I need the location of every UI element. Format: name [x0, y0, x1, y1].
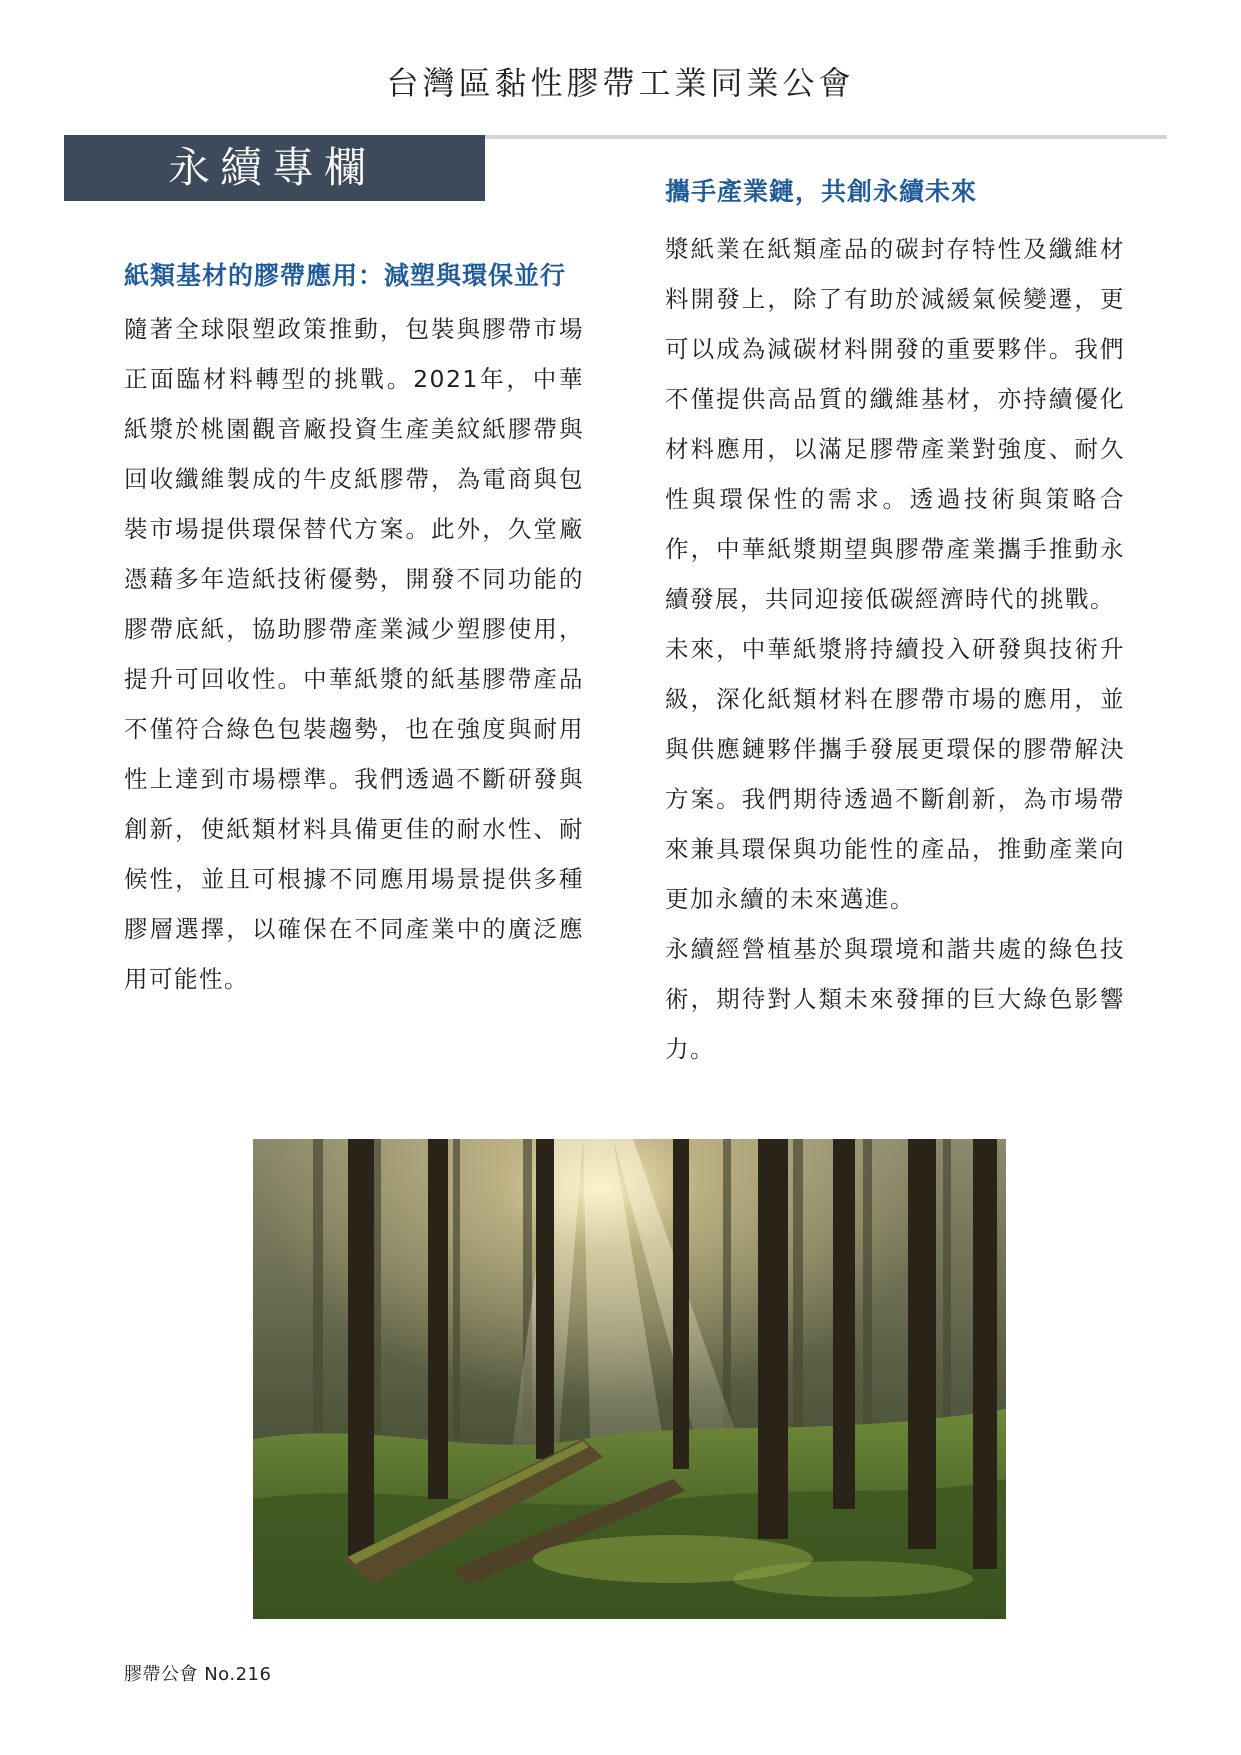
left-column	[124, 256, 584, 1004]
header-rule	[485, 135, 1167, 139]
left-column-paragraph: 隨著全球限塑政策推動，包裝與膠帶市場正面臨材料轉型的挑戰。2021年，中華紙漿於桃園觀音廠投資生產美紋紙膠帶與回收纖維製成的牛皮紙膠帶，為電商與包裝市場提供環保替代方案。此外，久堂廠憑藉多年造紙技術優勢，開發不同功能的膠帶底紙，協助膠帶產業減少塑膠使用，提升可回收性。中華紙漿的紙基膠帶產品不僅符合綠色包裝趨勢，也在強度與耐用性上達到市場標準。我們透過不斷研發與創新，使紙類材料具備更佳的耐水性、耐候性，並且可根據不同應用場景提供多種膠層選擇，以確保在不同產業中的廣泛應用可能性。	[124, 315, 584, 993]
forest-photo	[253, 1139, 1006, 1619]
right-column	[665, 172, 1125, 1074]
right-column-paragraph-1: 漿紙業在紙類產品的碳封存特性及纖維材料開發上，除了有助於減緩氣候變遷，更可以成為減碳材料開發的重要夥伴。我們不僅提供高品質的纖維基材，亦持續優化材料應用，以滿足膠帶產業對強度、耐久性與環保性的需求。透過技術與策略合作，中華紙漿期望與膠帶產業攜手推動永續發展，共同迎接低碳經濟時代的挑戰。	[665, 235, 1125, 613]
right-column-paragraph-2: 未來，中華紙漿將持續投入研發與技術升級，深化紙類材料在膠帶市場的應用，並與供應鏈夥伴攜手發展更環保的膠帶解決方案。我們期待透過不斷創新，為市場帶來兼具環保與功能性的產品，推動產業向更加永續的未來邁進。	[665, 635, 1125, 913]
section-banner: 永續專欄	[64, 135, 485, 201]
page-header-title: 台灣區黏性膠帶工業同業公會	[386, 64, 855, 102]
footer-issue: 膠帶公會 No.216	[124, 1664, 272, 1685]
right-column-paragraph-3: 永續經營植基於與環境和諧共處的綠色技術，期待對人類未來發揮的巨大綠色影響力。	[665, 935, 1125, 1063]
left-column-heading: 紙類基材的膠帶應用：減塑與環保並行	[124, 261, 567, 290]
right-column-heading: 攜手產業鏈，共創永續未來	[665, 177, 978, 206]
